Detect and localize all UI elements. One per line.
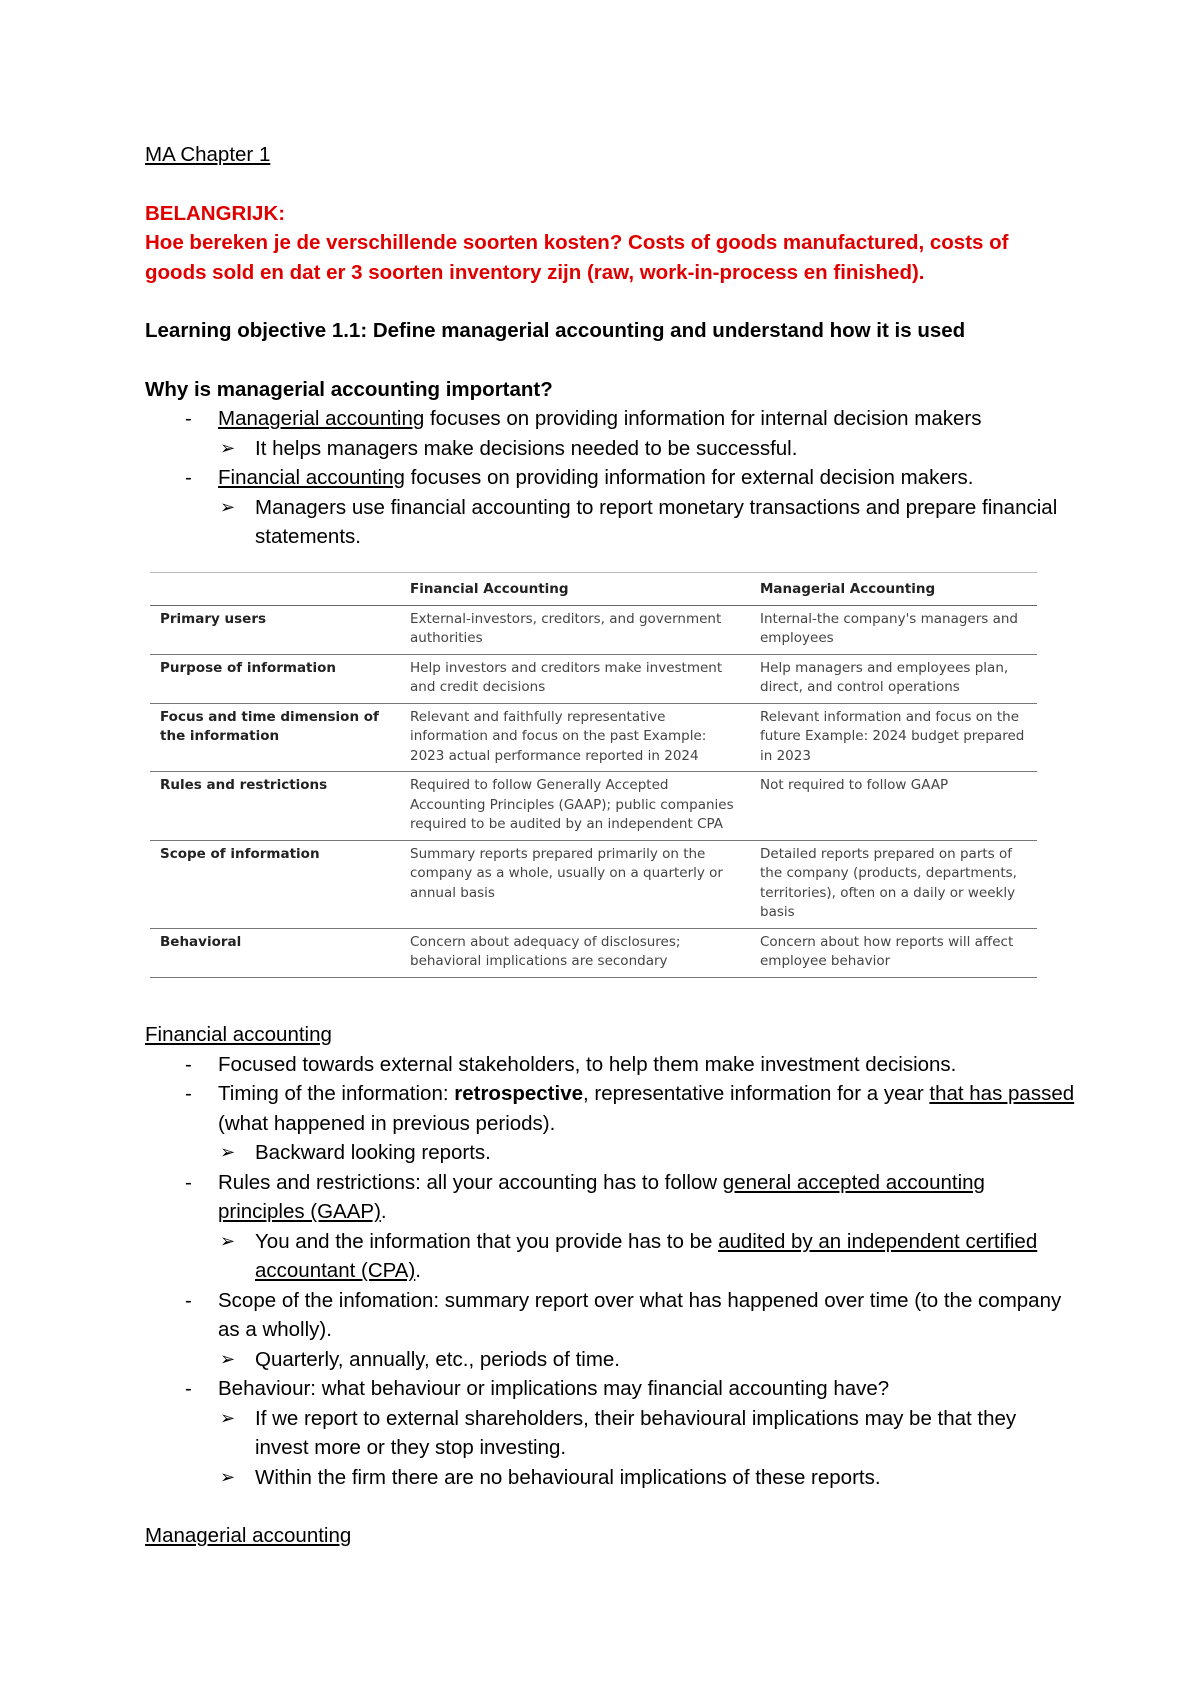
table-cell: External-investors, creditors, and government authorities (400, 605, 750, 654)
term-managerial: Managerial accounting (218, 407, 425, 430)
item-text: Focused towards external stakeholders, to help them make investment decisions. (218, 1052, 957, 1076)
underlined-text: that has passed (929, 1082, 1075, 1105)
sub-list-item (145, 493, 1075, 552)
row-label: Scope of information (150, 840, 400, 928)
sub-item-text: You and the information that you provide has to be (255, 1229, 719, 1253)
item-text: focuses on providing information for external decision makers. (404, 466, 974, 489)
sub-item-text: . (415, 1259, 421, 1282)
item-text: Behaviour: what behaviour or implications may financial accounting have? (218, 1377, 890, 1400)
list-item (145, 1079, 1075, 1138)
list-item (145, 1286, 1075, 1345)
item-text: Scope of the infomation: summary report over what has happened over time (to the company as a wholly). (218, 1288, 1062, 1341)
sub-item-text: Managers use financial accounting to report monetary transactions and prepare financial statements. (255, 495, 1058, 548)
comparison-table (150, 572, 1037, 978)
managerial-heading: Managerial accounting (145, 1524, 352, 1547)
dash-bullet: - (185, 1082, 192, 1105)
list-item (145, 1168, 1075, 1227)
table-cell: Internal-the company's managers and employees (750, 605, 1037, 654)
table-cell: Required to follow Generally Accepted Accounting Principles (GAAP); public companies required to be audited by an independent CPA (400, 772, 750, 841)
list-item (145, 404, 1075, 434)
table-cell: Concern about adequacy of disclosures; behavioral implications are secondary (400, 928, 750, 977)
sub-item-text: It helps managers make decisions needed to be successful. (255, 436, 798, 460)
row-label: Focus and time dimension of the information (150, 703, 400, 772)
dash-bullet: - (185, 407, 192, 430)
row-label: Purpose of information (150, 654, 400, 703)
underlined-text: audited by an independent certified accountant (CPA) (255, 1229, 1038, 1282)
row-label: Behavioral (150, 928, 400, 977)
page-title: MA Chapter 1 (145, 143, 271, 166)
table-row (150, 703, 1037, 772)
list-item (145, 1374, 1075, 1404)
sub-list-item (145, 1345, 1075, 1375)
table-row (150, 840, 1037, 928)
sub-list-item (145, 1404, 1075, 1463)
list-item (145, 463, 1075, 493)
dash-bullet: - (185, 466, 192, 489)
arrow-bullet-icon: ➢ (220, 1142, 236, 1162)
table-cell: Help investors and creditors make investment and credit decisions (400, 654, 750, 703)
table-header-row (150, 573, 1037, 606)
row-label: Rules and restrictions (150, 772, 400, 841)
learning-objective: Learning objective 1.1: Define managerial accounting and understand how it is used (145, 319, 966, 342)
table-row (150, 928, 1037, 977)
table-cell: Concern about how reports will affect employee behavior (750, 928, 1037, 977)
dash-bullet: - (185, 1170, 192, 1194)
table-row (150, 772, 1037, 841)
table-cell: Not required to follow GAAP (750, 772, 1037, 841)
arrow-bullet-icon: ➢ (220, 1466, 236, 1487)
dash-bullet: - (185, 1377, 192, 1400)
emphasis-text: retrospective (454, 1082, 583, 1105)
item-text: Rules and restrictions: all your accounting has to follow (218, 1170, 723, 1194)
term-financial: Financial accounting (218, 466, 405, 489)
item-text: focuses on providing information for internal decision makers (424, 407, 982, 430)
item-text: , representative information for a year (583, 1082, 930, 1105)
sub-item-text: Backward looking reports. (255, 1141, 491, 1164)
dash-bullet: - (185, 1052, 192, 1076)
important-text: Hoe bereken je de verschillende soorten kosten? Costs of goods manufactured, costs of goods sold en dat er 3 soorten inventory zijn (raw, work-in-process en finished). (145, 231, 1009, 284)
sub-item-text: If we report to external shareholders, their behavioural implications may be that they invest more or they stop investing. (255, 1406, 1017, 1459)
table-header-cell (150, 573, 400, 606)
document-body (145, 140, 1075, 552)
sub-list-item (145, 1463, 1075, 1493)
row-label: Primary users (150, 605, 400, 654)
sub-item-text: Within the firm there are no behavioural implications of these reports. (255, 1465, 881, 1489)
arrow-bullet-icon: ➢ (220, 1230, 236, 1251)
table-header-cell: Financial Accounting (400, 573, 750, 606)
arrow-bullet-icon: ➢ (220, 437, 236, 458)
sub-list-item (145, 1227, 1075, 1286)
underlined-text: general accepted accounting principles (GAAP) (218, 1170, 985, 1223)
dash-bullet: - (185, 1288, 192, 1312)
table-row (150, 605, 1037, 654)
item-text: Timing of the information: (218, 1082, 455, 1105)
sub-item-text: Quarterly, annually, etc., periods of time. (255, 1347, 620, 1371)
financial-heading: Financial accounting (145, 1023, 332, 1046)
why-heading: Why is managerial accounting important? (145, 377, 553, 401)
table-cell: Summary reports prepared primarily on the company as a whole, usually on a quarterly or annual basis (400, 840, 750, 928)
table-cell: Detailed reports prepared on parts of the company (products, departments, territories), often on a daily or weekly basis (750, 840, 1037, 928)
arrow-bullet-icon: ➢ (220, 496, 236, 517)
sub-list-item (145, 1138, 1075, 1168)
financial-section (145, 1020, 1075, 1551)
item-text: . (380, 1200, 387, 1223)
arrow-bullet-icon: ➢ (220, 1407, 236, 1428)
important-heading: BELANGRIJK: (145, 201, 286, 225)
table-cell: Help managers and employees plan, direct, and control operations (750, 654, 1037, 703)
sub-list-item (145, 434, 1075, 464)
table-row (150, 654, 1037, 703)
list-item (145, 1050, 1075, 1080)
table-cell: Relevant information and focus on the future Example: 2024 budget prepared in 2023 (750, 703, 1037, 772)
item-text: (what happened in previous periods). (218, 1111, 556, 1135)
table-cell: Relevant and faithfully representative information and focus on the past Example: 2023 actual performance reported in 2024 (400, 703, 750, 772)
table-header-cell: Managerial Accounting (750, 573, 1037, 606)
arrow-bullet-icon: ➢ (220, 1348, 236, 1369)
